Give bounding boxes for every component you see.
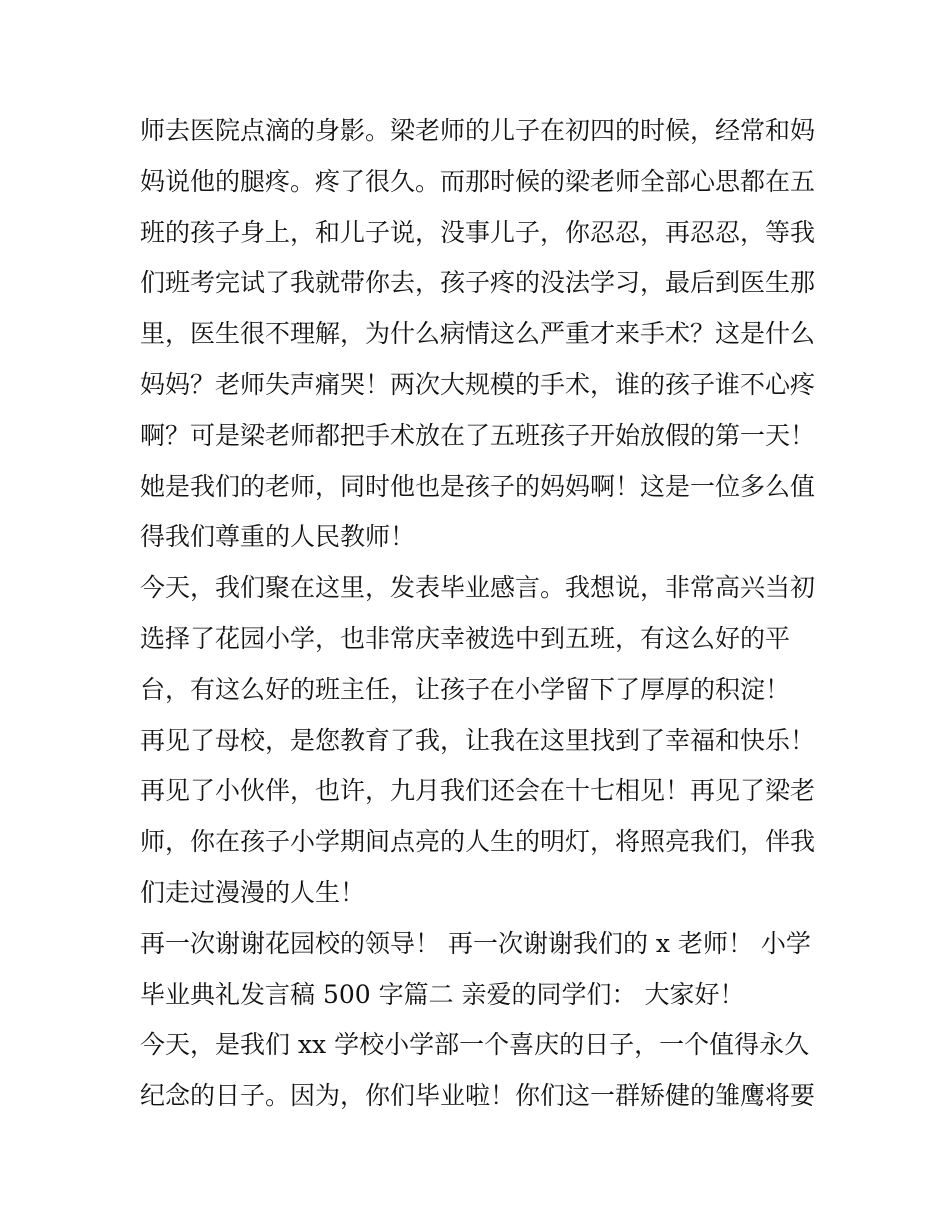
text-line: 师去医院点滴的身影。梁老师的儿子在初四的时候，经常和妈 <box>140 116 816 145</box>
text-line: 妈说他的腿疼。疼了很久。而那时候的梁老师全部心思都在五 <box>140 166 816 196</box>
text-line: 台，有这么好的班主任，让孩子在小学留下了厚厚的积淀！ <box>140 674 791 704</box>
text-line: 得我们尊重的人民教师！ <box>140 522 416 552</box>
text-line: 毕业典礼发言稿 500 字篇二 亲爱的同学们： 大家好！ <box>140 979 745 1009</box>
text-line: 选择了花园小学，也非常庆幸被选中到五班，有这么好的平 <box>140 623 791 653</box>
text-line: 今天，是我们 xx 学校小学部一个喜庆的日子，一个值得永久 <box>140 1030 810 1060</box>
document-body <box>140 106 820 1122</box>
text-line: 们班考完试了我就带你去，孩子疼的没法学习，最后到医生那 <box>140 268 816 298</box>
text-line: 她是我们的老师，同时他也是孩子的妈妈啊！这是一位多么值 <box>140 471 816 501</box>
text-line: 今天，我们聚在这里，发表毕业感言。我想说，非常高兴当初 <box>140 573 816 603</box>
text-line: 啊？可是梁老师都把手术放在了五班孩子开始放假的第一天！ <box>140 420 816 450</box>
text-line: 再一次谢谢花园校的领导！ 再一次谢谢我们的 x 老师！ 小学 <box>140 928 811 958</box>
text-line: 妈妈？老师失声痛哭！两次大规模的手术，谁的孩子谁不心疼 <box>140 369 816 399</box>
text-line: 里，医生很不理解，为什么病情这么严重才来手术？这是什么 <box>140 319 816 349</box>
text-line: 们走过漫漫的人生！ <box>140 877 366 907</box>
text-line: 再见了小伙伴，也许，九月我们还会在十七相见！再见了梁老 <box>140 776 816 806</box>
text-line: 再见了母校，是您教育了我，让我在这里找到了幸福和快乐！ <box>140 725 816 755</box>
text-line: 班的孩子身上，和儿子说，没事儿子，你忍忍，再忍忍，等我 <box>140 217 816 247</box>
text-line: 师，你在孩子小学期间点亮的人生的明灯，将照亮我们，伴我 <box>140 827 816 857</box>
text-line: 纪念的日子。因为，你们毕业啦！你们这一群矫健的雏鹰将要 <box>140 1081 816 1111</box>
